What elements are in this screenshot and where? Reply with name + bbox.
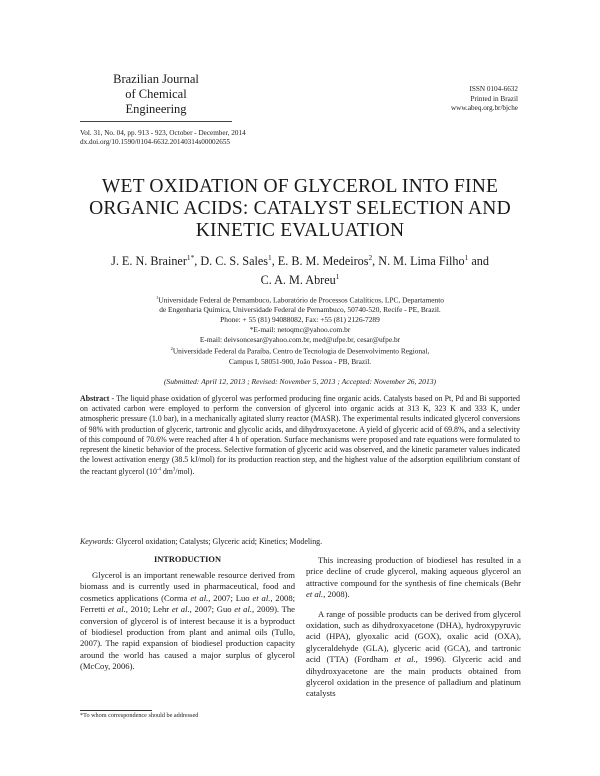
doi-link[interactable]: dx.doi.org/10.1590/0104-6632.20140314s00002655 [80,138,231,146]
left-column [80,555,295,681]
volume-line: Vol. 31, No. 04, pp. 913 - 923, October - December, 2014 [80,129,246,137]
footnote-rule [80,710,152,711]
footnote: *To whom correspondence should be addressed [80,712,199,719]
affiliations [110,293,490,367]
issn: ISSN 0104-6632 [469,85,518,93]
affiliation-line: Campus I, 58051-900, João Pessoa - PB, Brazil. [228,356,372,366]
paper-title: WET OXIDATION OF GLYCEROL INTO FINE ORGANIC ACIDS: CATALYST SELECTION AND KINETIC EVALUATION [89,176,511,241]
affiliation-line: Phone: + 55 (81) 94088082, Fax: +55 (81) 2126-7289 [220,315,380,325]
journal-url[interactable]: www.abeq.org.br/bjche [450,104,518,113]
keywords-label: Keywords: [80,537,114,546]
journal-rule [80,121,232,122]
intro-paragraph-1: Glycerol is an important renewable resource derived from biomass and is currently used in pharmaceutical, food and cosmetics applications (Corma et al., 2007; Luo et al., 2008; Ferretti et al., 2010; Lehr et al., 2007; Guo et al., 2009). The conversion of glycerol is of interest because it is a byproduct of biodiesel production from plant and animal oils (Tullo, 2007). The rapid expansion of biodiesel production capacity around the world has caused a major surplus of glycerol (McCoy, 2006). [80,570,295,672]
journal-name [86,72,226,117]
right-column [306,555,521,708]
journal-name-line: Engineering [125,102,187,116]
abstract-label: Abstract [80,394,110,403]
affiliation-line: E-mail: deivsoncesar@yahoo.com.br, med@ufpe.br, cesar@ufpe.br [199,334,401,344]
affiliation-line: de Engenharia Química, Universidade Federal de Pernambuco, 50740-520, Recife - PE, Brazil. [159,305,441,315]
journal-name-line: of Chemical [125,87,187,101]
journal-name-line: Brazilian Journal [113,72,199,86]
abstract-text: - The liquid phase oxidation of glycerol was performed producing fine organic acids. Catalysts based on Pt, Pd and Bi supported on activated carbon were employed to perform the conversion of glycerol into organic acids at 313 K, 323 K and 333 K, under atmospheric pressure (1.0 bar), in a mechanically agitated slurry reactor (MASR). The experimental results indicated glycerol conversions of 98% with production of glyceric, tartronic and glycolic acids, and dihydroxyacetone. A yield of glyceric acid of 69.8%, and a selectivity of this compound of 70.6% were reached after 4 h of operation. Surface mechanisms were proposed and rate equations were formulated to represent the kinetic behavior of the process. Selective formation of glyceric acid was observed, and the kinetic parameter values indicated the lowest activation energy (38.5 kJ/mol) for its production reaction step, and the highest value of the adsorption equilibrium constant of the reactant glycerol ($10^{-4}$ $dm^3/mol$). [80,394,520,477]
right-paragraph-1: This increasing production of biodiesel has resulted in a price decline of crude glycerol, making aqueous glycerol an attractive compound for the synthesis of fine chemicals (Behr et al., 2008). [306,555,521,600]
volume-info [80,129,246,147]
right-paragraph-2: A range of possible products can be derived from glycerol oxidation, such as dihydroxyacetone (DHA), hydroxypyruvic acid (HPA), glyoxalic acid (GOX), oxalic acid (OXA), glyceraldehyde (GLA), glyceric acid (GCA), and tartronic acid (TTA) (Fordham et al., 1996). Glyceric acid and dihydroxyacetone are the main products obtained from glycerol oxidation in the presence of palladium and platinum catalysts [306,608,521,699]
affiliation-line: *E-mail: netoqmc@yahoo.com.br [249,324,351,334]
abstract [80,394,520,477]
authors-line-1: J. E. N. Brainer$^{1*}$, D. C. S. Sales$^1$, E. B. M. Medeiros$^2$, N. M. Lima Filho$^1$ and [111,253,489,269]
affiliation-line: $^1$Universidade Federal de Pernambuco, Laboratório de Processos Catalíticos, LPC, Departamento [156,295,444,305]
issn-block [451,85,518,114]
keywords-text: Glycerol oxidation; Catalysts; Glyceric acid; Kinetics; Modeling. [113,537,323,546]
affiliation-line: $^2$Universidade Federal da Paraíba, Centro de Tecnologia de Desenvolvimento Regional, [170,346,430,356]
authors-line-2: C. A. M. Abreu$^1$ [260,272,340,288]
keywords [80,537,520,547]
introduction-heading: INTRODUCTION [153,555,221,564]
authors [75,250,525,288]
submission-dates: (Submitted: April 12, 2013 ; Revised: November 5, 2013 ; Accepted: November 26, 2013) [163,377,437,386]
printed-in: Printed in Brazil [470,94,518,103]
